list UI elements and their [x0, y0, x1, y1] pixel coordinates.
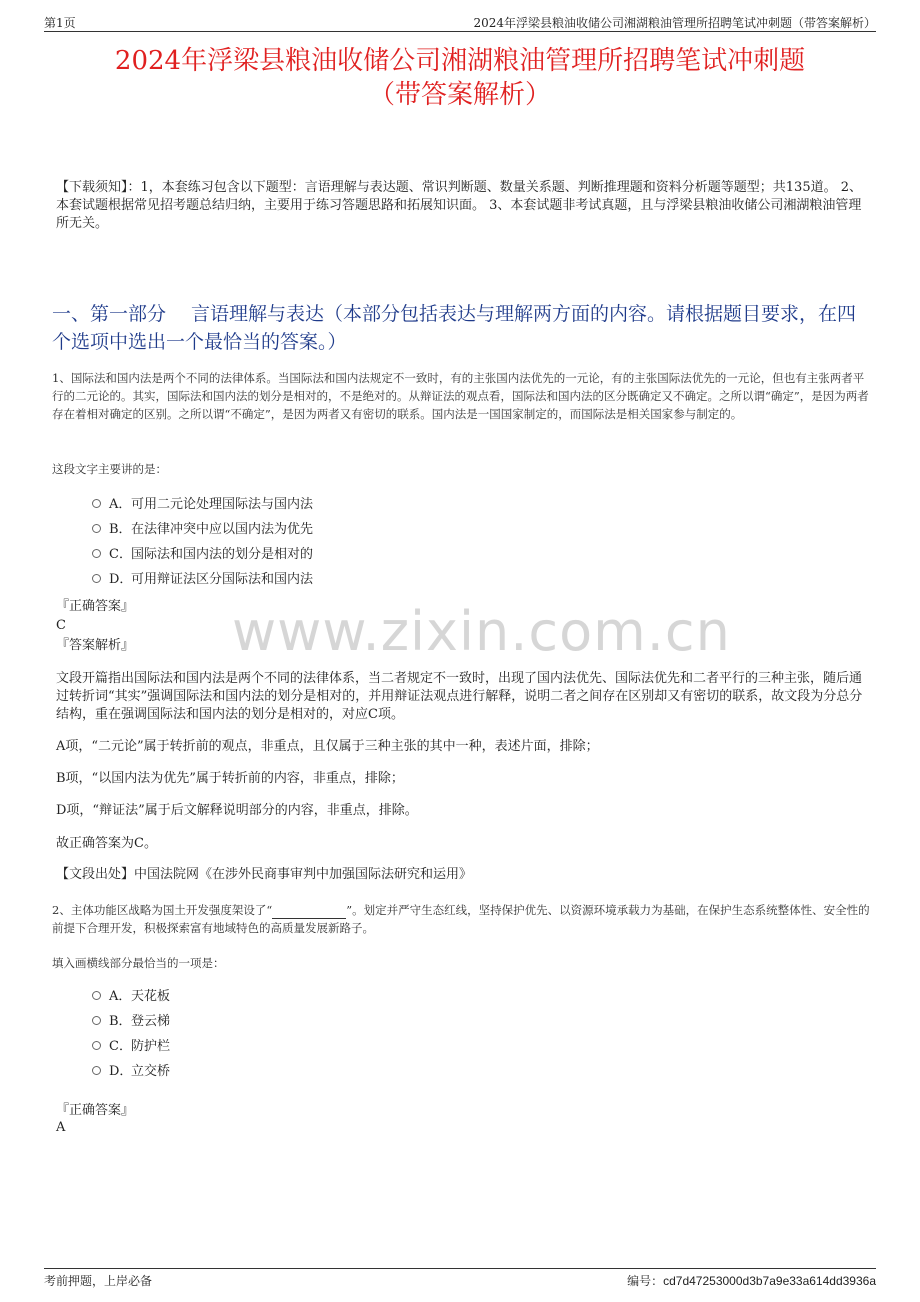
q1-answer-label: 『正确答案』 [56, 599, 135, 614]
option-text: 立交桥 [131, 1064, 171, 1079]
q2-option-d[interactable]: D．立交桥 [92, 1063, 170, 1081]
q1-analysis-a: A项，“二元论”属于转折前的观点，非重点，且仅属于三种主张的其中一种，表述片面，排除； [56, 739, 599, 754]
radio-icon[interactable] [92, 1016, 101, 1025]
q2-answer: A [56, 1120, 66, 1135]
section-heading: 一、第一部分 言语理解与表达（本部分包括表达与理解两方面的内容。请根据题目要求，在四个选项中选出一个最恰当的答案。） [52, 303, 857, 353]
document-title [40, 44, 880, 112]
header-doc-title: 2024年浮梁县粮油收储公司湘湖粮油管理所招聘笔试冲刺题（带答案解析） [473, 16, 876, 30]
q1-analysis-paragraph: 文段开篇指出国际法和国内法是两个不同的法律体系，当二者规定不一致时，出现了国内法优先、国际法优先和二者平行的三种主张，随后通过转折词“其实”强调国际法和国内法的划分是相对的，并用辩证法观点进行解释，说明二者之间存在区别却又有密切的联系，故文段为分总分结构，重在强调国际法和国内法的划分是相对的，对应C项。 [56, 671, 863, 722]
option-text: 防护栏 [131, 1039, 171, 1054]
page-header [44, 14, 876, 32]
title-line-2: （带答案解析） [368, 80, 551, 110]
option-text: 可用二元论处理国际法与国内法 [131, 497, 314, 512]
header-divider [44, 31, 876, 32]
q2-answer-label: 『正确答案』 [56, 1103, 135, 1118]
footer-code: 编号：cd7d47253000d3b7a9e33a614dd3936a [627, 1274, 876, 1288]
q2-option-c[interactable]: C．防护栏 [92, 1038, 170, 1056]
option-text: 在法律冲突中应以国内法为优先 [131, 522, 314, 537]
q2-question: 填入画横线部分最恰当的一项是： [52, 956, 225, 970]
q2-passage: 2、主体功能区战略为国土开发强度架设了“ ”。划定并严守生态红线，坚持保护优先、以资源环境承载力为基础，在保护生态系统整体性、安全性的前提下合理开发，积极探索富有地域特色的高质量发展新路子。 [52, 903, 870, 935]
q1-question: 这段文字主要讲的是： [52, 462, 167, 476]
radio-icon[interactable] [92, 524, 101, 533]
radio-icon[interactable] [92, 499, 101, 508]
q1-option-d[interactable]: D．可用辩证法区分国际法和国内法 [92, 571, 313, 589]
fill-blank [272, 906, 346, 919]
option-text: 国际法和国内法的划分是相对的 [131, 547, 314, 562]
option-text: 天花板 [131, 989, 171, 1004]
radio-icon[interactable] [92, 549, 101, 558]
watermark: www.zixin.com.cn [232, 600, 731, 663]
download-notice: 【下载须知】：1，本套练习包含以下题型：言语理解与表达题、常识判断题、数量关系题、判断推理题和资料分析题等题型；共135道。 2、本套试题根据常见招考题总结归纳，主要用于练习答题思路和拓展知识面。 3、本套试题非考试真题，且与浮梁县粮油收储公司湘湖粮油管理所无关。 [56, 180, 862, 231]
q1-option-c[interactable]: C．国际法和国内法的划分是相对的 [92, 546, 313, 564]
q1-answer: C [56, 618, 66, 633]
q1-option-b[interactable]: B．在法律冲突中应以国内法为优先 [92, 521, 313, 539]
footer-slogan: 考前押题，上岸必备 [44, 1274, 153, 1288]
q1-analysis-b: B项，“以国内法为优先”属于转折前的内容，非重点，排除； [56, 771, 404, 786]
radio-icon[interactable] [92, 1041, 101, 1050]
radio-icon[interactable] [92, 991, 101, 1000]
q2-option-b[interactable]: B．登云梯 [92, 1013, 170, 1031]
q2-option-a[interactable]: A．天花板 [92, 988, 170, 1006]
q1-passage: 1、国际法和国内法是两个不同的法律体系。当国际法和国内法规定不一致时，有的主张国内法优先的一元论，有的主张国际法优先的一元论，但也有主张两者平行的二元论的。其实，国际法和国内法的划分是相对的，不是绝对的。从辩证法的观点看，国际法和国内法的区分既确定又不确定。之所以谓“确定”，是因为两者存在着相对确定的区别。之所以谓“不确定”，是因为两者又有密切的联系。国内法是一国国家制定的，而国际法是相关国家参与制定的。 [52, 371, 869, 421]
q1-source: 【文段出处】中国法院网《在涉外民商事审判中加强国际法研究和运用》 [56, 867, 473, 882]
option-text: 登云梯 [131, 1014, 171, 1029]
page-number: 第1页 [44, 16, 76, 30]
q1-option-a[interactable]: A．可用二元论处理国际法与国内法 [92, 496, 313, 514]
footer-divider [44, 1268, 876, 1269]
q1-analysis-conclusion: 故正确答案为C。 [56, 836, 157, 851]
title-line-1: 2024年浮梁县粮油收储公司湘湖粮油管理所招聘笔试冲刺题 [114, 46, 806, 76]
option-text: 可用辩证法区分国际法和国内法 [131, 572, 314, 587]
q1-analysis-d: D项，“辩证法”属于后文解释说明部分的内容，非重点，排除。 [56, 803, 418, 818]
q1-analysis-label: 『答案解析』 [56, 638, 135, 653]
radio-icon[interactable] [92, 1066, 101, 1075]
radio-icon[interactable] [92, 574, 101, 583]
